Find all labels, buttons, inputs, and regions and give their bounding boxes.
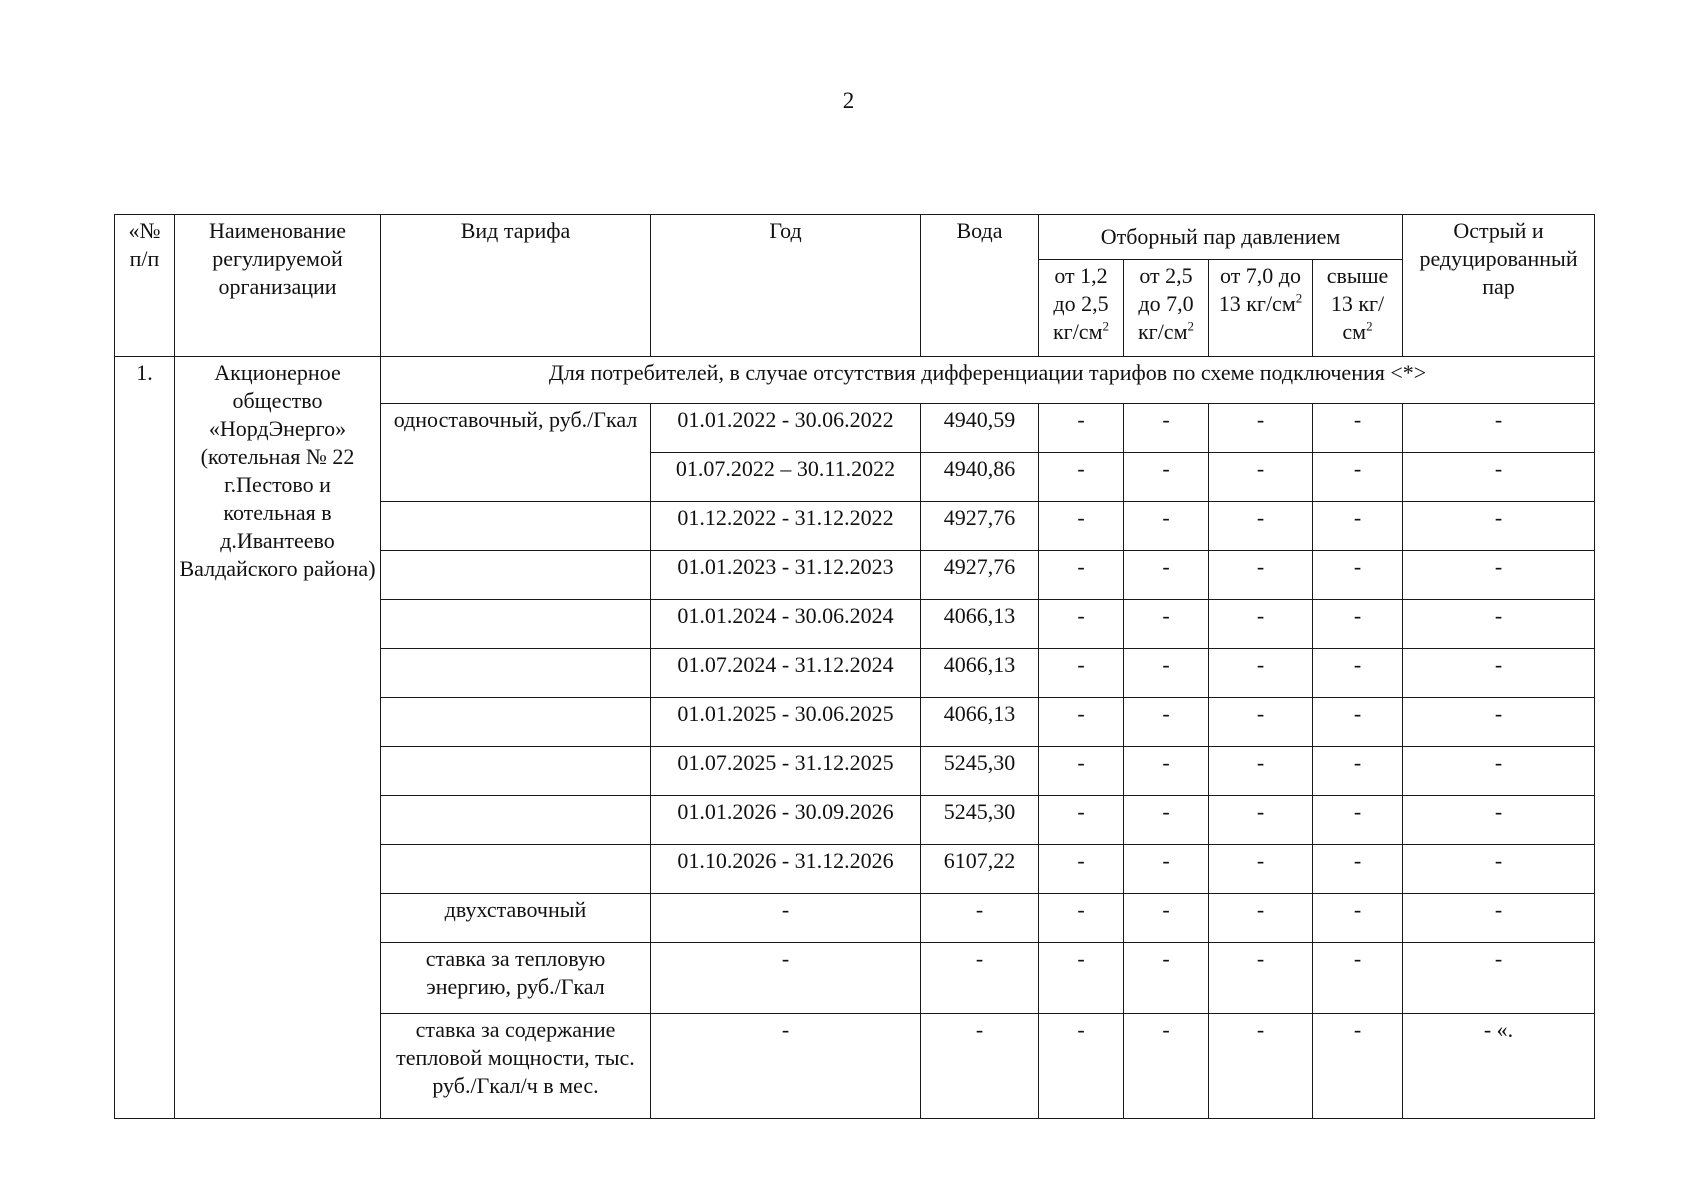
cell-p4: - bbox=[1313, 600, 1403, 649]
p4-label: свыше 13 кг/см bbox=[1326, 263, 1389, 344]
cell-sharp: - bbox=[1403, 845, 1595, 894]
tariff-type-empty bbox=[381, 747, 651, 796]
tariff-type-empty bbox=[381, 600, 651, 649]
tariff-type-empty bbox=[381, 845, 651, 894]
section-title: Для потребителей, в случае отсутствия дифференциации тарифов по схеме подключения <*> bbox=[381, 357, 1595, 404]
org-name: Акционерное общество «НордЭнерго» (котельная № 22 г.Пестово и котельная в д.Ивантеево Валдайского района) bbox=[175, 357, 381, 1119]
cell-water: 5245,30 bbox=[921, 747, 1039, 796]
cell-p1: - bbox=[1039, 894, 1124, 943]
cell-period: 01.01.2022 - 30.06.2022 bbox=[651, 404, 921, 453]
cell-period: 01.07.2022 – 30.11.2022 bbox=[651, 453, 921, 502]
tariff-type-empty bbox=[381, 796, 651, 845]
cell-sharp: - bbox=[1403, 551, 1595, 600]
col-header-tariff-type: Вид тарифа bbox=[381, 215, 651, 357]
cell-p1: - bbox=[1039, 1014, 1124, 1119]
cell-p1: - bbox=[1039, 453, 1124, 502]
cell-p2: - bbox=[1124, 404, 1209, 453]
cell-water: - bbox=[921, 1014, 1039, 1119]
cell-p1: - bbox=[1039, 845, 1124, 894]
cell-period: - bbox=[651, 894, 921, 943]
cell-p1: - bbox=[1039, 551, 1124, 600]
section-row bbox=[115, 357, 1595, 404]
cell-p2: - bbox=[1124, 943, 1209, 1014]
p1-label: от 1,2 до 2,5 кг/см bbox=[1052, 263, 1109, 344]
cell-water: - bbox=[921, 943, 1039, 1014]
cell-p4: - bbox=[1313, 453, 1403, 502]
p3-label: от 7,0 до 13 кг/см bbox=[1218, 263, 1302, 316]
cell-p1: - bbox=[1039, 600, 1124, 649]
p1-sup: 2 bbox=[1102, 318, 1109, 334]
cell-p2: - bbox=[1124, 894, 1209, 943]
cell-p4: - bbox=[1313, 894, 1403, 943]
tariff-type-empty bbox=[381, 502, 651, 551]
cell-p4: - bbox=[1313, 943, 1403, 1014]
cell-p2: - bbox=[1124, 649, 1209, 698]
cell-period: 01.01.2025 - 30.06.2025 bbox=[651, 698, 921, 747]
cell-water: 4066,13 bbox=[921, 698, 1039, 747]
cell-p3: - bbox=[1209, 1014, 1313, 1119]
cell-sharp: - bbox=[1403, 600, 1595, 649]
cell-period: 01.01.2026 - 30.09.2026 bbox=[651, 796, 921, 845]
col-header-p1 bbox=[1039, 260, 1124, 357]
cell-period: - bbox=[651, 1014, 921, 1119]
cell-sharp: - bbox=[1403, 502, 1595, 551]
col-header-water: Вода bbox=[921, 215, 1039, 357]
cell-sharp: - bbox=[1403, 453, 1595, 502]
cell-p3: - bbox=[1209, 502, 1313, 551]
cell-p2: - bbox=[1124, 845, 1209, 894]
page-number: 2 bbox=[842, 88, 855, 113]
cell-p3: - bbox=[1209, 845, 1313, 894]
cell-p2: - bbox=[1124, 796, 1209, 845]
cell-p3: - bbox=[1209, 453, 1313, 502]
col-header-year: Год bbox=[651, 215, 921, 357]
cell-water: 4940,59 bbox=[921, 404, 1039, 453]
cell-p1: - bbox=[1039, 698, 1124, 747]
cell-p3: - bbox=[1209, 551, 1313, 600]
cell-p4: - bbox=[1313, 845, 1403, 894]
tariff-table bbox=[114, 214, 1595, 1119]
cell-p4: - bbox=[1313, 551, 1403, 600]
col-header-sharp-steam: Острый и редуцированный пар bbox=[1403, 215, 1595, 357]
cell-p2: - bbox=[1124, 600, 1209, 649]
tariff-type-empty bbox=[381, 698, 651, 747]
cell-p3: - bbox=[1209, 747, 1313, 796]
cell-period: 01.07.2025 - 31.12.2025 bbox=[651, 747, 921, 796]
cell-p3: - bbox=[1209, 404, 1313, 453]
cell-p1: - bbox=[1039, 796, 1124, 845]
cell-water: 4927,76 bbox=[921, 502, 1039, 551]
cell-p1: - bbox=[1039, 747, 1124, 796]
cell-water: 4066,13 bbox=[921, 649, 1039, 698]
cell-period: 01.12.2022 - 31.12.2022 bbox=[651, 502, 921, 551]
cell-p3: - bbox=[1209, 600, 1313, 649]
cell-water: 4927,76 bbox=[921, 551, 1039, 600]
p2-sup: 2 bbox=[1187, 318, 1194, 334]
cell-sharp: - bbox=[1403, 796, 1595, 845]
tariff-type-label: ставка за содержание тепловой мощности, тыс. руб./Гкал/ч в мес. bbox=[381, 1014, 651, 1119]
cell-period: 01.10.2026 - 31.12.2026 bbox=[651, 845, 921, 894]
cell-p2: - bbox=[1124, 502, 1209, 551]
cell-p4: - bbox=[1313, 698, 1403, 747]
cell-p4: - bbox=[1313, 796, 1403, 845]
cell-sharp: - bbox=[1403, 747, 1595, 796]
entry-number: 1. bbox=[115, 357, 175, 1119]
cell-p2: - bbox=[1124, 1014, 1209, 1119]
cell-p1: - bbox=[1039, 502, 1124, 551]
p3-sup: 2 bbox=[1295, 290, 1303, 306]
header-row bbox=[115, 215, 1595, 260]
cell-water: 4940,86 bbox=[921, 453, 1039, 502]
cell-period: 01.01.2023 - 31.12.2023 bbox=[651, 551, 921, 600]
cell-sharp: - bbox=[1403, 943, 1595, 1014]
tariff-type-empty bbox=[381, 551, 651, 600]
col-header-p4 bbox=[1313, 260, 1403, 357]
cell-sharp: - bbox=[1403, 894, 1595, 943]
cell-water: - bbox=[921, 894, 1039, 943]
cell-period: 01.07.2024 - 31.12.2024 bbox=[651, 649, 921, 698]
cell-sharp: - «. bbox=[1403, 1014, 1595, 1119]
tariff-type-single-rate: одноставочный, руб./Гкал bbox=[381, 404, 651, 502]
cell-p4: - bbox=[1313, 649, 1403, 698]
cell-sharp: - bbox=[1403, 404, 1595, 453]
cell-period: - bbox=[651, 943, 921, 1014]
col-header-num: «№ п/п bbox=[115, 215, 175, 357]
cell-sharp: - bbox=[1403, 698, 1595, 747]
cell-p3: - bbox=[1209, 943, 1313, 1014]
cell-p2: - bbox=[1124, 551, 1209, 600]
cell-p3: - bbox=[1209, 649, 1313, 698]
cell-p3: - bbox=[1209, 894, 1313, 943]
cell-p4: - bbox=[1313, 1014, 1403, 1119]
cell-p2: - bbox=[1124, 698, 1209, 747]
col-header-org: Наименование регулируемой организации bbox=[175, 215, 381, 357]
cell-water: 6107,22 bbox=[921, 845, 1039, 894]
tariff-type-empty bbox=[381, 649, 651, 698]
cell-p1: - bbox=[1039, 404, 1124, 453]
cell-p1: - bbox=[1039, 649, 1124, 698]
col-header-p2 bbox=[1124, 260, 1209, 357]
cell-p1: - bbox=[1039, 943, 1124, 1014]
cell-p2: - bbox=[1124, 453, 1209, 502]
cell-p4: - bbox=[1313, 502, 1403, 551]
p2-label: от 2,5 до 7,0 кг/см bbox=[1137, 263, 1194, 344]
p4-sup: 2 bbox=[1366, 318, 1373, 334]
cell-p3: - bbox=[1209, 796, 1313, 845]
cell-water: 4066,13 bbox=[921, 600, 1039, 649]
tariff-type-label: ставка за тепловую энергию, руб./Гкал bbox=[381, 943, 651, 1014]
col-header-p3 bbox=[1209, 260, 1313, 357]
cell-p4: - bbox=[1313, 404, 1403, 453]
col-header-steam-group: Отборный пар давлением bbox=[1039, 215, 1403, 260]
cell-p4: - bbox=[1313, 747, 1403, 796]
tariff-type-label: двухставочный bbox=[381, 894, 651, 943]
cell-p3: - bbox=[1209, 698, 1313, 747]
cell-period: 01.01.2024 - 30.06.2024 bbox=[651, 600, 921, 649]
cell-p2: - bbox=[1124, 747, 1209, 796]
cell-sharp: - bbox=[1403, 649, 1595, 698]
cell-water: 5245,30 bbox=[921, 796, 1039, 845]
